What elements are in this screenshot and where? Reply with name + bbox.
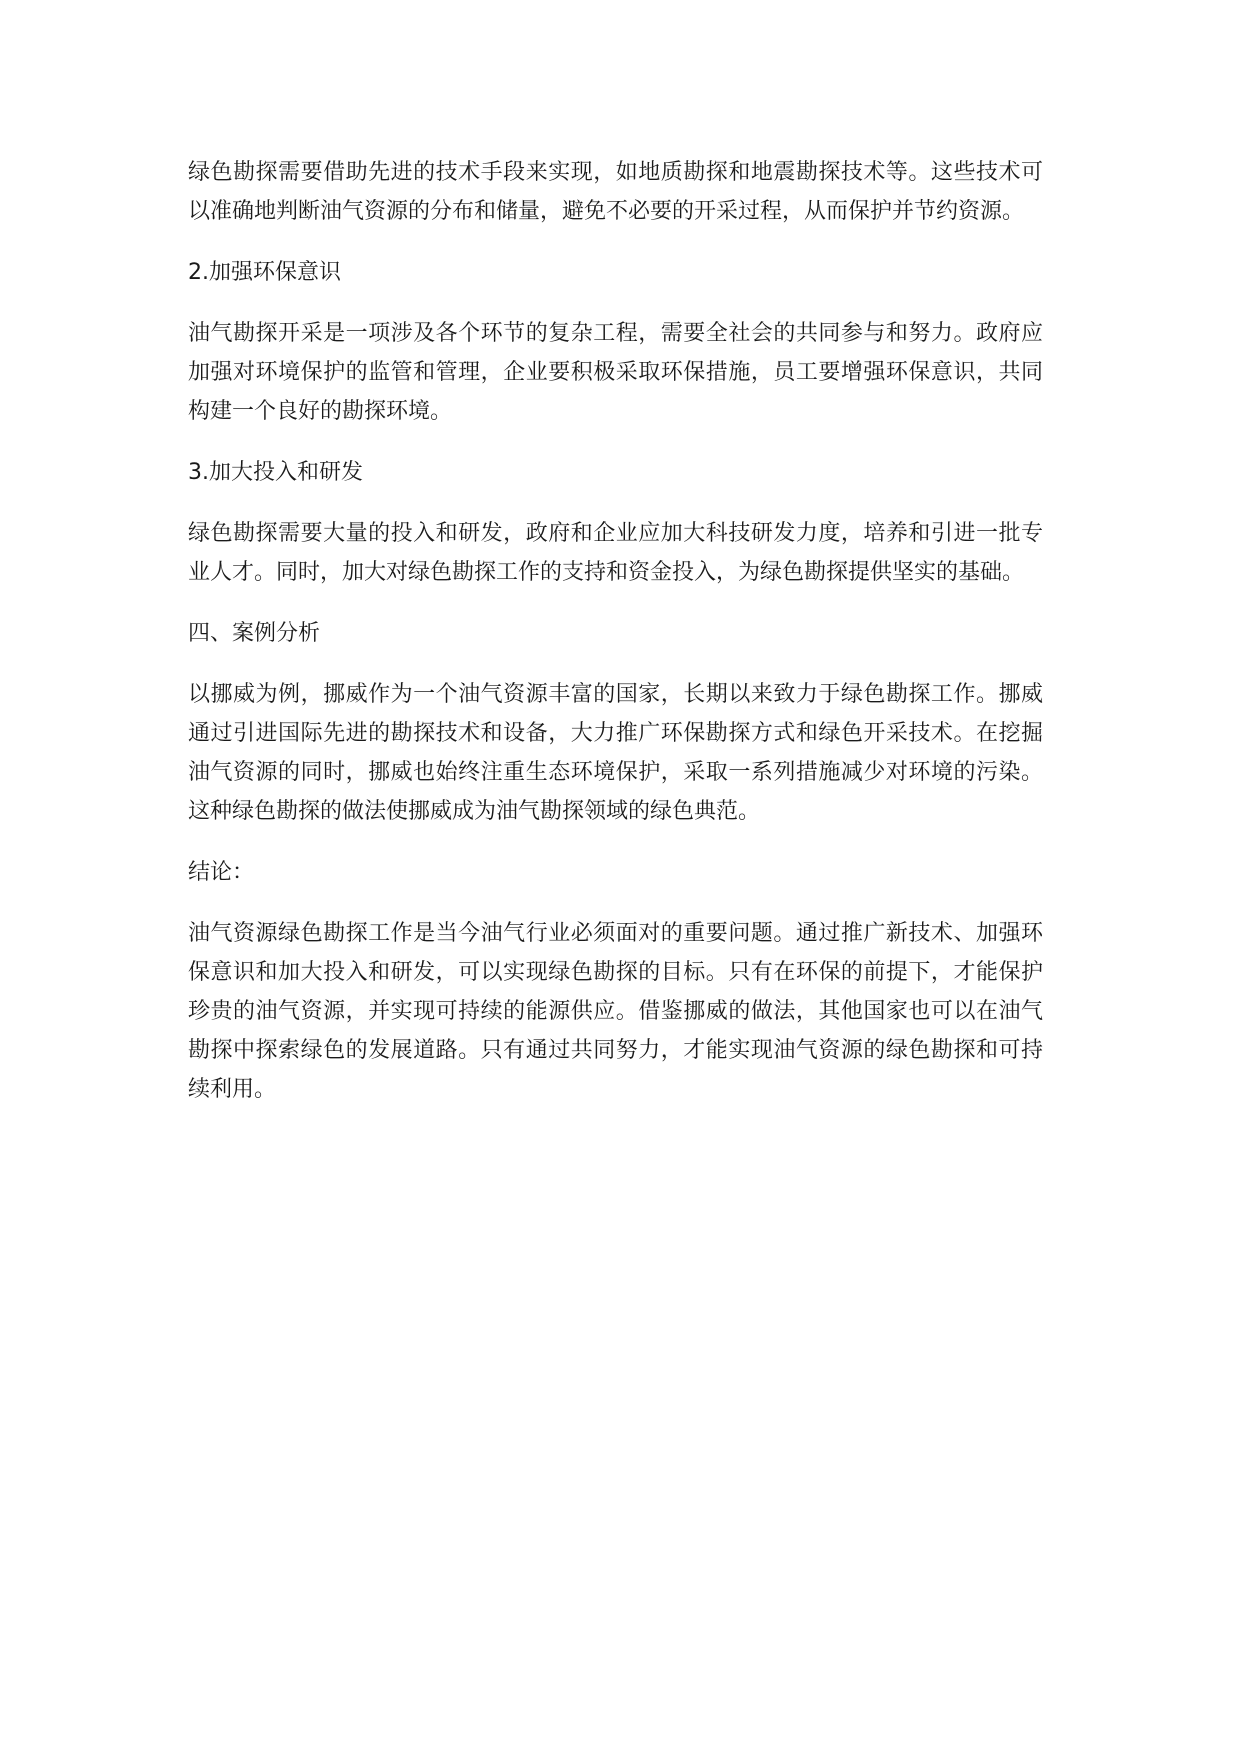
section-heading-conclusion: 结论： xyxy=(188,860,255,885)
section-heading-environmental-awareness: 2.加强环保意识 xyxy=(188,260,341,285)
document-body xyxy=(188,153,1043,1131)
section-heading-case-study: 四、案例分析 xyxy=(188,621,321,646)
section-heading-investment-research: 3.加大投入和研发 xyxy=(188,460,363,485)
paragraph-case-study: 以挪威为例，挪威作为一个油气资源丰富的国家，长期以来致力于绿色勘探工作。挪威通过引进国际先进的勘探技术和设备，大力推广环保勘探方式和绿色开采技术。在挖掘油气资源的同时，挪威也始终注重生态环境保护，采取一系列措施减少对环境的污染。这种绿色勘探的做法使挪威成为油气勘探领域的绿色典范。 xyxy=(188,682,1043,824)
paragraph-conclusion: 油气资源绿色勘探工作是当今油气行业必须面对的重要问题。通过推广新技术、加强环保意识和加大投入和研发，可以实现绿色勘探的目标。只有在环保的前提下，才能保护珍贵的油气资源，并实现可持续的能源供应。借鉴挪威的做法，其他国家也可以在油气勘探中探索绿色的发展道路。只有通过共同努力，才能实现油气资源的绿色勘探和可持续利用。 xyxy=(188,921,1043,1102)
paragraph-environmental-awareness: 油气勘探开采是一项涉及各个环节的复杂工程，需要全社会的共同参与和努力。政府应加强对环境保护的监管和管理，企业要积极采取环保措施，员工要增强环保意识，共同构建一个良好的勘探环境。 xyxy=(188,321,1043,424)
paragraph-technology: 绿色勘探需要借助先进的技术手段来实现，如地质勘探和地震勘探技术等。这些技术可以准确地判断油气资源的分布和储量，避免不必要的开采过程，从而保护并节约资源。 xyxy=(188,160,1043,224)
paragraph-investment-research: 绿色勘探需要大量的投入和研发，政府和企业应加大科技研发力度，培养和引进一批专业人才。同时，加大对绿色勘探工作的支持和资金投入，为绿色勘探提供坚实的基础。 xyxy=(188,521,1043,585)
